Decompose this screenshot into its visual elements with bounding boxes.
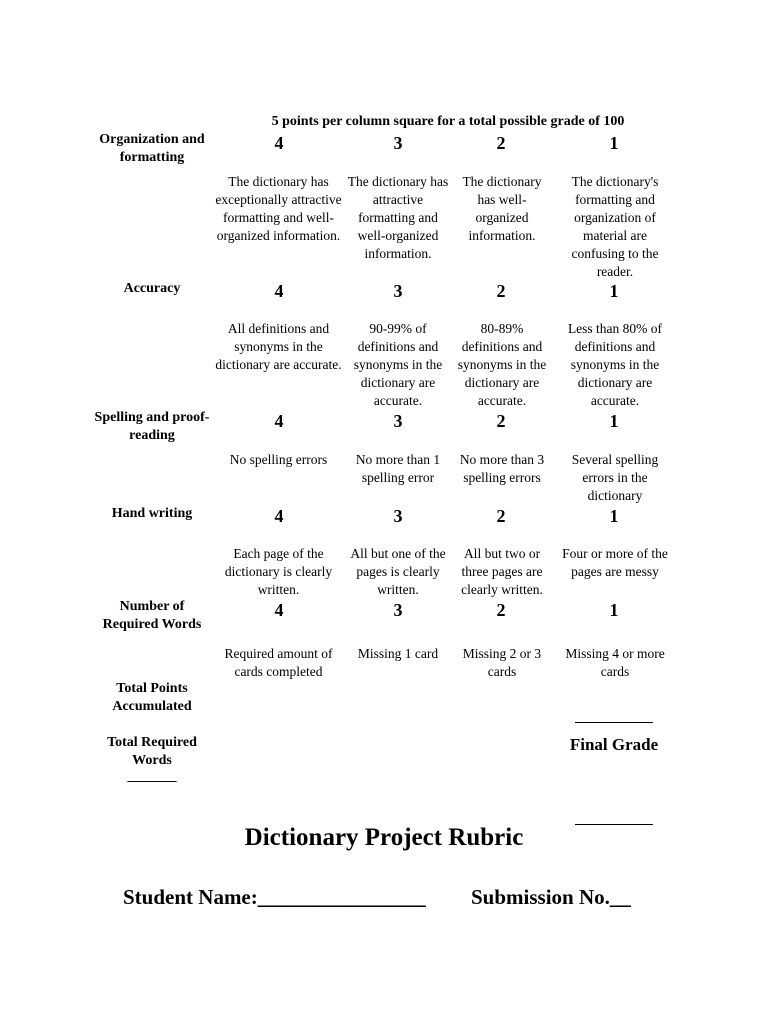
score-3: 3	[393, 506, 403, 526]
total-points-blank[interactable]	[575, 722, 653, 723]
description-cell: Required amount of cards completed	[224, 646, 333, 679]
description-cell: No more than 1 spelling error	[355, 452, 441, 485]
description-cell: Missing 1 card	[357, 646, 439, 661]
description-cell: Less than 80% of definitions and synonyms in the dictionary are accurate.	[567, 321, 663, 408]
score-4: 4	[274, 133, 284, 153]
score-4: 4	[274, 600, 284, 620]
description-cell: Each page of the dictionary is clearly written.	[224, 546, 333, 597]
score-2: 2	[496, 506, 506, 526]
score-3: 3	[393, 600, 403, 620]
submission-number-field[interactable]: Submission No.__	[471, 885, 631, 909]
criterion-organization: Organization and formatting	[99, 132, 205, 165]
description-cell: Missing 2 or 3 cards	[462, 646, 542, 679]
criterion-handwriting: Hand writing	[111, 506, 193, 521]
total-words-blank[interactable]: _______	[127, 769, 177, 784]
score-1: 1	[609, 133, 619, 153]
description-cell: No more than 3 spelling errors	[459, 452, 545, 485]
score-3: 3	[393, 133, 403, 153]
total-words-label: Total Required Words	[107, 735, 197, 768]
subtitle: 5 points per column square for a total possible grade of 100	[271, 114, 625, 129]
description-cell: Four or more of the pages are messy	[562, 546, 668, 579]
description-cell: The dictionary's formatting and organization of material are confusing to the reader.	[571, 174, 659, 279]
score-3: 3	[393, 281, 403, 301]
description-cell: Missing 4 or more cards	[565, 646, 665, 679]
score-1: 1	[609, 411, 619, 431]
description-cell: All but one of the pages is clearly written.	[350, 546, 446, 597]
score-3: 3	[393, 411, 403, 431]
criterion-spelling: Spelling and proof-reading	[94, 410, 210, 443]
score-2: 2	[496, 133, 506, 153]
score-1: 1	[609, 506, 619, 526]
description-cell: 90-99% of definitions and synonyms in the dictionary are accurate.	[353, 321, 443, 408]
criterion-required-words: Number of Required Words	[102, 599, 202, 632]
score-4: 4	[274, 411, 284, 431]
description-cell: All definitions and synonyms in the dictionary are accurate.	[215, 321, 342, 372]
score-4: 4	[274, 506, 284, 526]
description-cell: The dictionary has exceptionally attractive formatting and well-organized information.	[215, 174, 342, 243]
score-1: 1	[609, 600, 619, 620]
description-cell: 80-89% definitions and synonyms in the dictionary are accurate.	[457, 321, 547, 408]
score-2: 2	[496, 281, 506, 301]
student-name-field[interactable]: Student Name:________________	[123, 885, 426, 909]
criterion-accuracy: Accuracy	[123, 281, 181, 296]
score-2: 2	[496, 600, 506, 620]
total-points-label: Total Points Accumulated	[112, 681, 192, 714]
description-cell: All but two or three pages are clearly written.	[461, 546, 543, 597]
score-1: 1	[609, 281, 619, 301]
score-4: 4	[274, 281, 284, 301]
final-grade-label: Final Grade	[569, 735, 659, 754]
score-2: 2	[496, 411, 506, 431]
final-grade-blank[interactable]	[575, 824, 653, 825]
description-cell: The dictionary has attractive formatting and well-organized information.	[347, 174, 449, 261]
page-title: Dictionary Project Rubric	[244, 824, 524, 851]
description-cell: No spelling errors	[229, 452, 328, 467]
description-cell: The dictionary has well-organized information.	[462, 174, 542, 243]
description-cell: Several spelling errors in the dictionary	[571, 452, 659, 503]
